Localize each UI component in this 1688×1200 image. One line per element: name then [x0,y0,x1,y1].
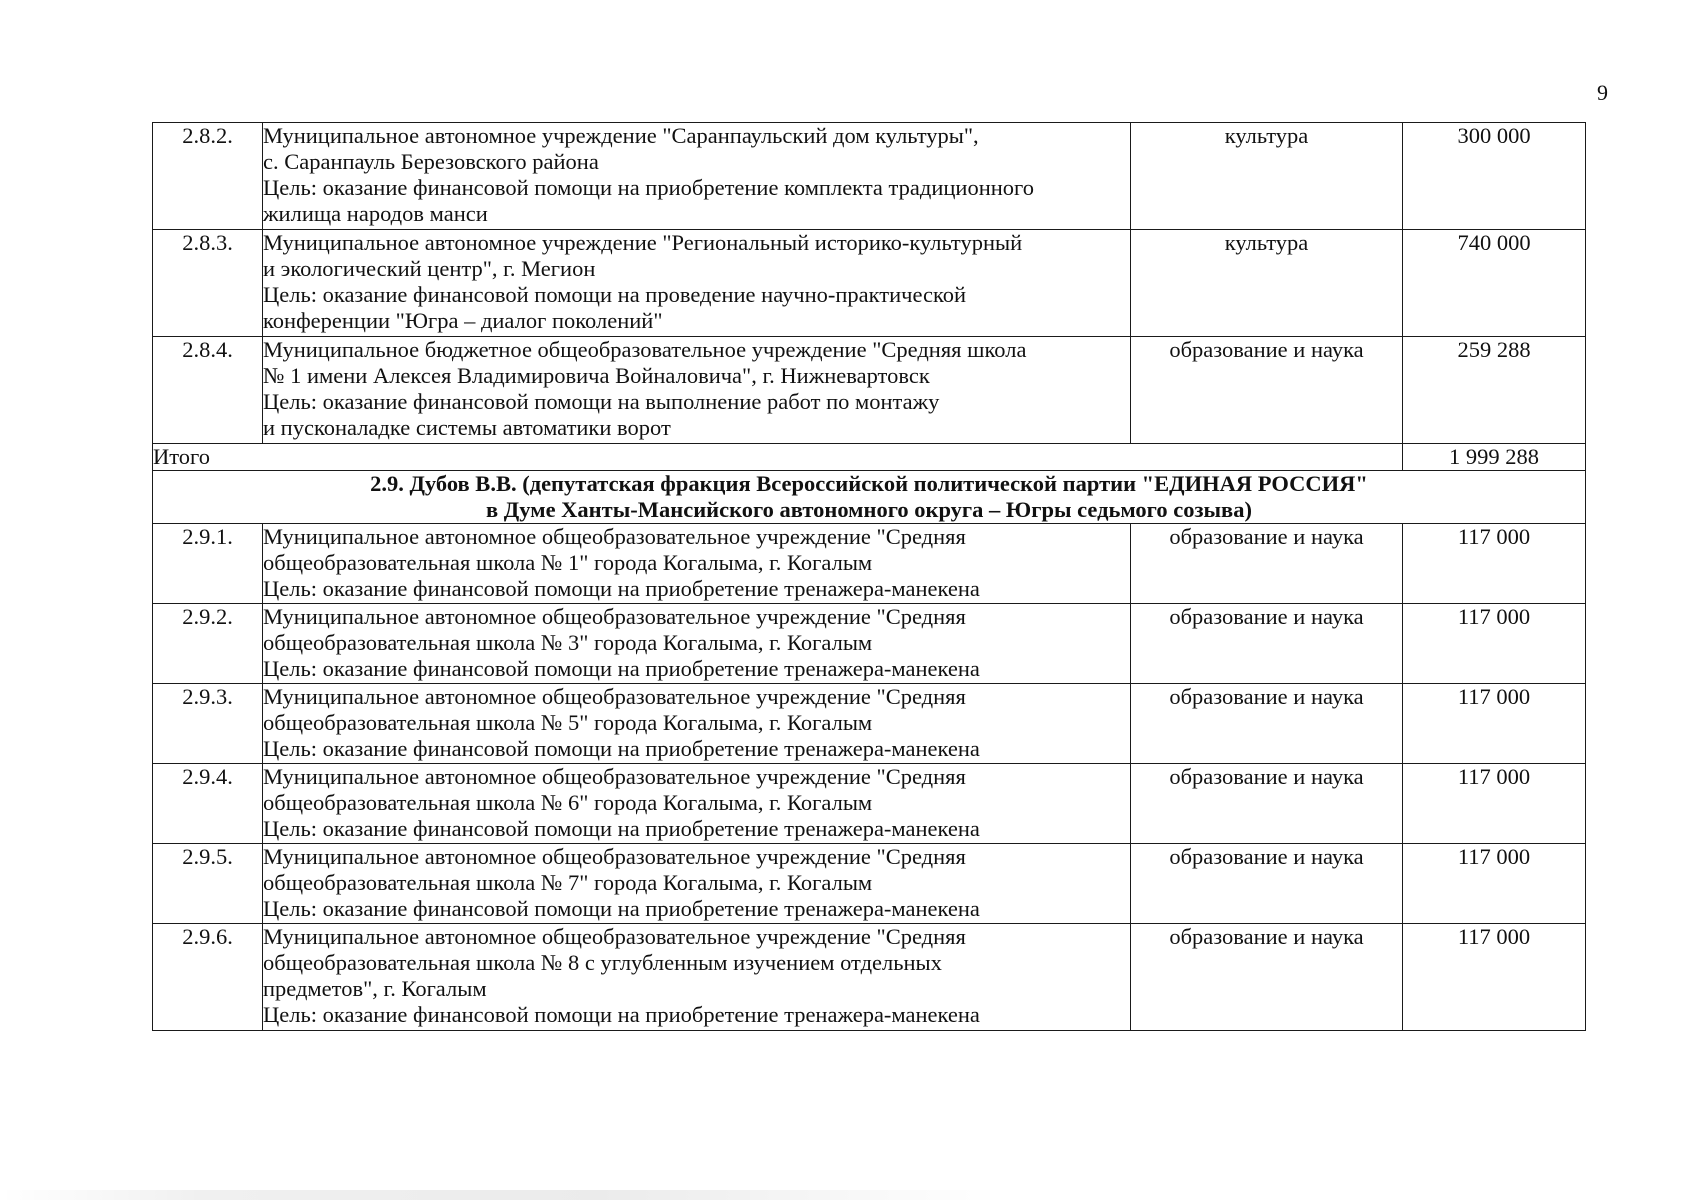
description-line: Муниципальное автономное учреждение "Саранпаульский дом культуры", [263,123,979,148]
table-row [153,764,1586,844]
row-area: культура [1131,123,1403,230]
description-line: Цель: оказание финансовой помощи на выполнение работ по монтажу [263,389,940,414]
description-line: общеобразовательная школа № 8 с углубленным изучением отдельных [263,950,942,975]
row-area: образование и наука [1131,764,1403,844]
row-amount: 117 000 [1403,684,1586,764]
row-description [263,604,1131,684]
description-line: Цель: оказание финансовой помощи на приобретение тренажера-манекена [263,1002,980,1027]
table-row [153,123,1586,230]
description-line: с. Саранпауль Березовского района [263,149,599,174]
description-line: Муниципальное автономное общеобразовательное учреждение "Средняя [263,604,966,629]
row-number: 2.9.6. [153,924,263,1031]
description-line: Цель: оказание финансовой помощи на приобретение тренажера-манекена [263,736,980,761]
row-description [263,337,1131,444]
description-line: жилища народов манси [263,201,488,226]
total-label: Итого [153,444,1403,471]
row-description [263,123,1131,230]
row-description [263,924,1131,1031]
description-line: общеобразовательная школа № 7" города Когалыма, г. Когалым [263,870,873,895]
row-description [263,684,1131,764]
funding-table [152,122,1586,1031]
table-row [153,524,1586,604]
row-area: образование и наука [1131,924,1403,1031]
row-amount: 300 000 [1403,123,1586,230]
description-line: № 1 имени Алексея Владимировича Войналовича", г. Нижневартовск [263,363,930,388]
row-number: 2.9.5. [153,844,263,924]
row-amount: 117 000 [1403,604,1586,684]
section-title-line: в Думе Ханты-Мансийского автономного округа – Югры седьмого созыва) [486,497,1252,522]
row-amount: 259 288 [1403,337,1586,444]
description-line: общеобразовательная школа № 5" города Когалыма, г. Когалым [263,710,873,735]
table-row [153,684,1586,764]
row-number: 2.9.1. [153,524,263,604]
section-title-line: 2.9. Дубов В.В. (депутатская фракция Всероссийской политической партии "ЕДИНАЯ РОССИЯ" [370,471,1368,496]
total-amount: 1 999 288 [1403,444,1586,471]
description-line: Цель: оказание финансовой помощи на приобретение тренажера-манекена [263,896,980,921]
row-number: 2.8.4. [153,337,263,444]
description-line: Цель: оказание финансовой помощи на приобретение комплекта традиционного [263,175,1034,200]
description-line: Муниципальное автономное общеобразовательное учреждение "Средняя [263,524,966,549]
description-line: и пусконаладке системы автоматики ворот [263,415,671,440]
row-description [263,844,1131,924]
row-description [263,230,1131,337]
table-row [153,337,1586,444]
description-line: Муниципальное автономное общеобразовательное учреждение "Средняя [263,924,966,949]
row-amount: 117 000 [1403,844,1586,924]
section-header-row [153,471,1586,524]
row-description [263,524,1131,604]
section-header [153,471,1586,524]
row-number: 2.9.2. [153,604,263,684]
total-row [153,444,1586,471]
page-number: 9 [1597,80,1608,105]
row-number: 2.9.4. [153,764,263,844]
row-area: образование и наука [1131,604,1403,684]
description-line: Муниципальное автономное общеобразовательное учреждение "Средняя [263,844,966,869]
description-line: предметов", г. Когалым [263,976,487,1001]
description-line: Муниципальное автономное общеобразовательное учреждение "Средняя [263,684,966,709]
description-line: Муниципальное автономное учреждение "Региональный историко-культурный [263,230,1023,255]
table-row [153,230,1586,337]
description-line: общеобразовательная школа № 3" города Когалыма, г. Когалым [263,630,873,655]
row-area: образование и наука [1131,684,1403,764]
row-number: 2.8.3. [153,230,263,337]
table-row [153,924,1586,1031]
description-line: Цель: оказание финансовой помощи на приобретение тренажера-манекена [263,576,980,601]
description-line: Цель: оказание финансовой помощи на приобретение тренажера-манекена [263,816,980,841]
description-line: конференции "Югра – диалог поколений" [263,308,663,333]
row-amount: 740 000 [1403,230,1586,337]
scan-artifact [0,1190,1000,1200]
row-area: образование и наука [1131,337,1403,444]
row-number: 2.9.3. [153,684,263,764]
description-line: общеобразовательная школа № 1" города Когалыма, г. Когалым [263,550,873,575]
row-amount: 117 000 [1403,524,1586,604]
row-number: 2.8.2. [153,123,263,230]
row-description [263,764,1131,844]
description-line: общеобразовательная школа № 6" города Когалыма, г. Когалым [263,790,873,815]
row-area: культура [1131,230,1403,337]
row-amount: 117 000 [1403,764,1586,844]
row-area: образование и наука [1131,524,1403,604]
description-line: Муниципальное бюджетное общеобразовательное учреждение "Средняя школа [263,337,1027,362]
description-line: Цель: оказание финансовой помощи на приобретение тренажера-манекена [263,656,980,681]
description-line: Муниципальное автономное общеобразовательное учреждение "Средняя [263,764,966,789]
table-row [153,844,1586,924]
description-line: Цель: оказание финансовой помощи на проведение научно-практической [263,282,967,307]
row-area: образование и наука [1131,844,1403,924]
description-line: и экологический центр", г. Мегион [263,256,596,281]
table-row [153,604,1586,684]
row-amount: 117 000 [1403,924,1586,1031]
